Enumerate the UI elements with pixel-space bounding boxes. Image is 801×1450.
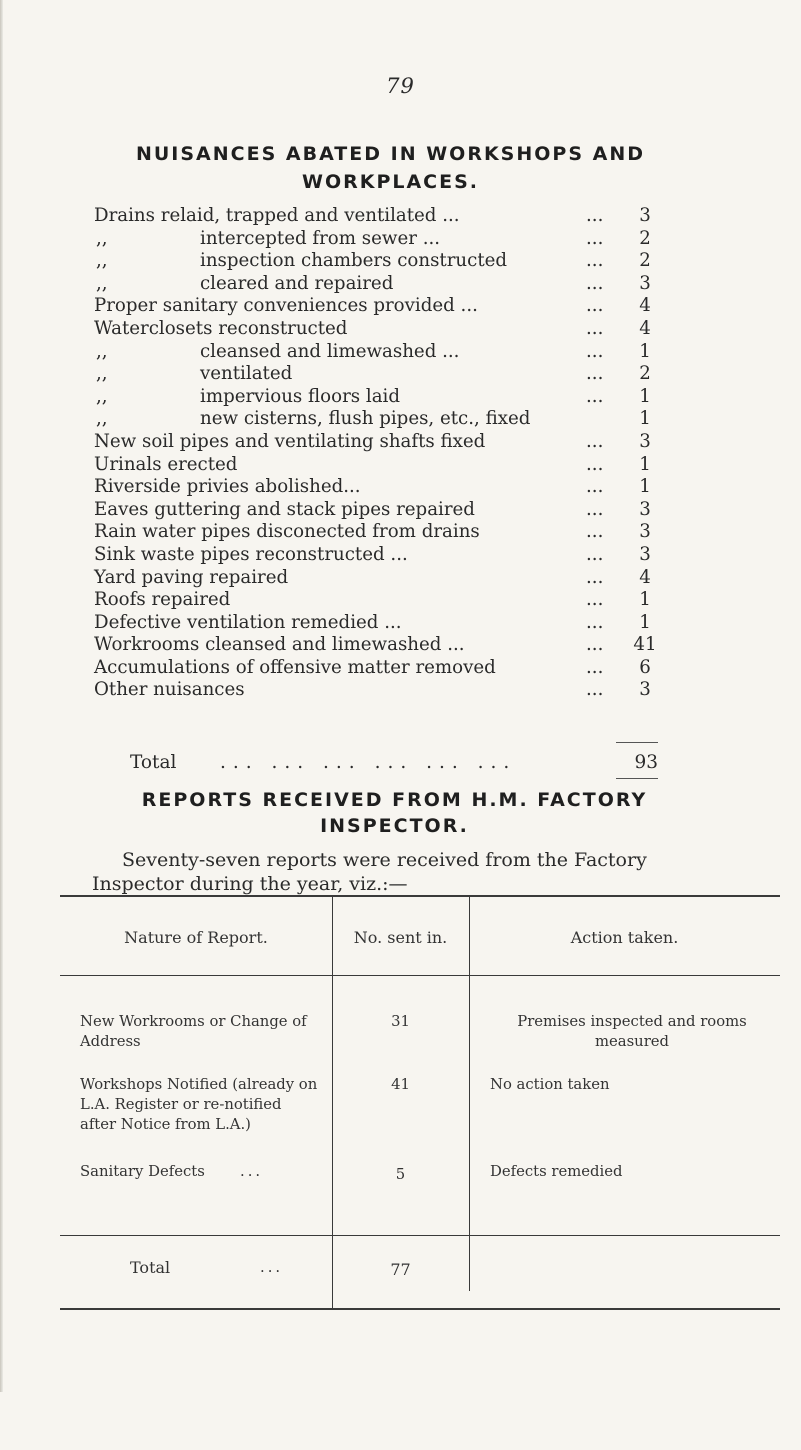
- ditto-mark: ,,: [96, 408, 108, 430]
- table-col-divider-2: [469, 895, 470, 1291]
- nuisance-count: 2: [639, 250, 651, 272]
- nuisance-count: 2: [639, 363, 651, 385]
- nuisance-description: Defective ventilation remedied ...: [94, 611, 402, 633]
- nuisance-row: [94, 205, 654, 228]
- nuisance-count: 3: [639, 543, 651, 565]
- intro-line-2: Inspector during the year, viz.:—: [92, 873, 408, 895]
- nuisance-count: 3: [639, 679, 651, 701]
- row-sent-1: 31: [391, 1013, 410, 1030]
- ditto-mark: ,,: [96, 272, 108, 294]
- sum-rule-bottom: [616, 778, 658, 779]
- nuisance-description: Riverside privies abolished...: [94, 476, 361, 498]
- nuisance-description: Urinals erected: [94, 453, 238, 475]
- ditto-mark: ,,: [96, 250, 108, 272]
- nuisance-description: Drains relaid, trapped and ventilated ...: [94, 205, 460, 226]
- nuisance-row: [94, 634, 657, 657]
- nuisance-count: 4: [639, 295, 651, 317]
- section-heading-reports-cont: INSPECTOR.: [320, 815, 469, 837]
- nuisance-count: 3: [639, 205, 651, 226]
- dot-leader: ...: [586, 679, 604, 701]
- row-sent-2: 41: [391, 1076, 410, 1093]
- nuisance-count: 3: [639, 430, 651, 452]
- dot-leader: ...: [586, 589, 604, 611]
- ditto-mark: ,,: [96, 363, 108, 385]
- total-value-table: 77: [390, 1260, 411, 1279]
- nuisance-description: cleansed and limewashed ...: [200, 340, 460, 362]
- total-leader: ... ... ... ... ... ...: [220, 752, 517, 773]
- table-rule-total: [60, 1235, 780, 1236]
- reports-table: [60, 895, 780, 1450]
- total-label-table: Total: [130, 1258, 171, 1277]
- dot-leader: ...: [586, 611, 604, 633]
- nuisance-description: cleared and repaired: [200, 272, 394, 294]
- nuisance-row: [94, 341, 654, 364]
- section-heading-nuisances: NUISANCES ABATED IN WORKSHOPS AND: [135, 143, 646, 165]
- nuisance-row: [94, 679, 654, 702]
- nuisance-description: new cisterns, flush pipes, etc., fixed: [200, 408, 531, 430]
- nuisance-count: 1: [639, 408, 651, 430]
- nuisance-row: [94, 544, 654, 567]
- nuisance-description: Roofs repaired: [94, 589, 231, 611]
- row-action-3: Defects remedied: [490, 1163, 623, 1180]
- dot-leader: ...: [586, 272, 604, 294]
- nuisance-row: [94, 228, 654, 251]
- nuisance-row: [94, 567, 654, 590]
- table-rule-top: [60, 895, 780, 897]
- row-nature-2: Workshops Notified (already on L.A. Register or re-notified after Notice from L.A.): [80, 1076, 318, 1133]
- nuisance-row: [94, 521, 654, 544]
- nuisance-description: Workrooms cleansed and limewashed ...: [94, 634, 465, 656]
- table-rule-header: [60, 975, 780, 976]
- nuisance-description: ventilated: [200, 363, 293, 385]
- sum-rule-top: [616, 742, 658, 743]
- nuisance-count: 3: [639, 498, 651, 520]
- header-sent: No. sent in.: [353, 928, 448, 947]
- nuisance-description: New soil pipes and ventilating shafts fixed: [94, 430, 486, 452]
- nuisance-count: 3: [639, 272, 651, 294]
- section-heading-reports: REPORTS RECEIVED FROM H.M. FACTORY: [141, 789, 648, 811]
- nuisance-count: 3: [639, 521, 651, 543]
- nuisance-row: [94, 657, 654, 680]
- dot-leader: ...: [586, 227, 604, 249]
- row-action-2: No action taken: [490, 1076, 610, 1093]
- nuisance-description: Eaves guttering and stack pipes repaired: [94, 498, 475, 520]
- ditto-mark: ,,: [96, 340, 108, 362]
- total-leader-table: ...: [260, 1259, 284, 1276]
- nuisance-description: impervious floors laid: [200, 385, 400, 407]
- nuisance-row: [94, 386, 654, 409]
- nuisance-description: Proper sanitary conveniences provided ...: [94, 295, 478, 317]
- nuisance-description: inspection chambers constructed: [200, 250, 508, 272]
- nuisance-description: Yard paving repaired: [94, 566, 289, 588]
- row-leader-3: ...: [240, 1163, 264, 1180]
- dot-leader: ...: [586, 521, 604, 543]
- header-action: Action taken.: [570, 928, 679, 947]
- dot-leader: ...: [586, 498, 604, 520]
- row-nature-1: New Workrooms or Change of Address: [80, 1013, 307, 1050]
- nuisances-list: [94, 205, 657, 702]
- nuisance-row: [94, 408, 654, 431]
- nuisance-count: 6: [639, 656, 651, 678]
- nuisance-row: [94, 295, 654, 318]
- nuisance-row: [94, 612, 654, 635]
- nuisance-description: Accumulations of offensive matter removed: [94, 656, 496, 678]
- table-rule-bottom: [60, 1308, 780, 1310]
- nuisance-count: 2: [639, 227, 651, 249]
- nuisance-description: Waterclosets reconstructed: [94, 317, 348, 339]
- nuisance-row: [94, 273, 654, 296]
- nuisance-count: 1: [639, 340, 651, 362]
- nuisance-row: [94, 318, 654, 341]
- nuisance-count: 4: [639, 317, 651, 339]
- intro-line-1: Seventy-seven reports were received from the Factory: [122, 849, 647, 871]
- nuisance-description: intercepted from sewer ...: [200, 227, 441, 249]
- dot-leader: ...: [586, 656, 604, 678]
- dot-leader: ...: [586, 317, 604, 339]
- nuisance-row: [94, 589, 654, 612]
- dot-leader: ...: [586, 476, 604, 498]
- dot-leader: ...: [586, 340, 604, 362]
- row-sent-3: 5: [395, 1166, 406, 1183]
- nuisance-row: [94, 476, 654, 499]
- nuisance-row: [94, 363, 654, 386]
- nuisance-row: [94, 250, 654, 273]
- nuisance-count: 1: [639, 476, 651, 498]
- total-value: 93: [634, 752, 658, 773]
- row-nature-3: Sanitary Defects: [80, 1163, 205, 1180]
- dot-leader: ...: [586, 430, 604, 452]
- nuisance-count: 41: [633, 634, 657, 656]
- row-action-1: Premises inspected and rooms measured: [517, 1013, 747, 1050]
- nuisance-description: Sink waste pipes reconstructed ...: [94, 543, 408, 565]
- dot-leader: ...: [586, 363, 604, 385]
- dot-leader: ...: [586, 543, 604, 565]
- nuisance-count: 1: [639, 453, 651, 475]
- page-edge: [0, 0, 3, 1392]
- ditto-mark: ,,: [96, 385, 108, 407]
- nuisance-description: Other nuisances: [94, 679, 245, 701]
- nuisance-row: [94, 499, 654, 522]
- dot-leader: ...: [586, 295, 604, 317]
- nuisance-row: [94, 454, 654, 477]
- dot-leader: ...: [586, 250, 604, 272]
- reports-intro: [92, 848, 782, 896]
- ditto-mark: ,,: [96, 227, 108, 249]
- dot-leader: ...: [586, 634, 604, 656]
- nuisance-description: Rain water pipes disconected from drains: [94, 521, 480, 543]
- page-number: 79: [386, 74, 415, 98]
- table-col-divider-1: [332, 895, 333, 1308]
- nuisance-count: 4: [639, 566, 651, 588]
- dot-leader: ...: [586, 566, 604, 588]
- section-heading-nuisances-cont: WORKPLACES.: [301, 171, 480, 193]
- nuisance-count: 1: [639, 611, 651, 633]
- dot-leader: ...: [586, 385, 604, 407]
- dot-leader: ...: [586, 205, 604, 226]
- total-label: Total: [130, 752, 177, 773]
- nuisance-count: 1: [639, 589, 651, 611]
- nuisance-count: 1: [639, 385, 651, 407]
- dot-leader: ...: [586, 453, 604, 475]
- header-nature: Nature of Report.: [124, 928, 268, 947]
- nuisance-row: [94, 431, 654, 454]
